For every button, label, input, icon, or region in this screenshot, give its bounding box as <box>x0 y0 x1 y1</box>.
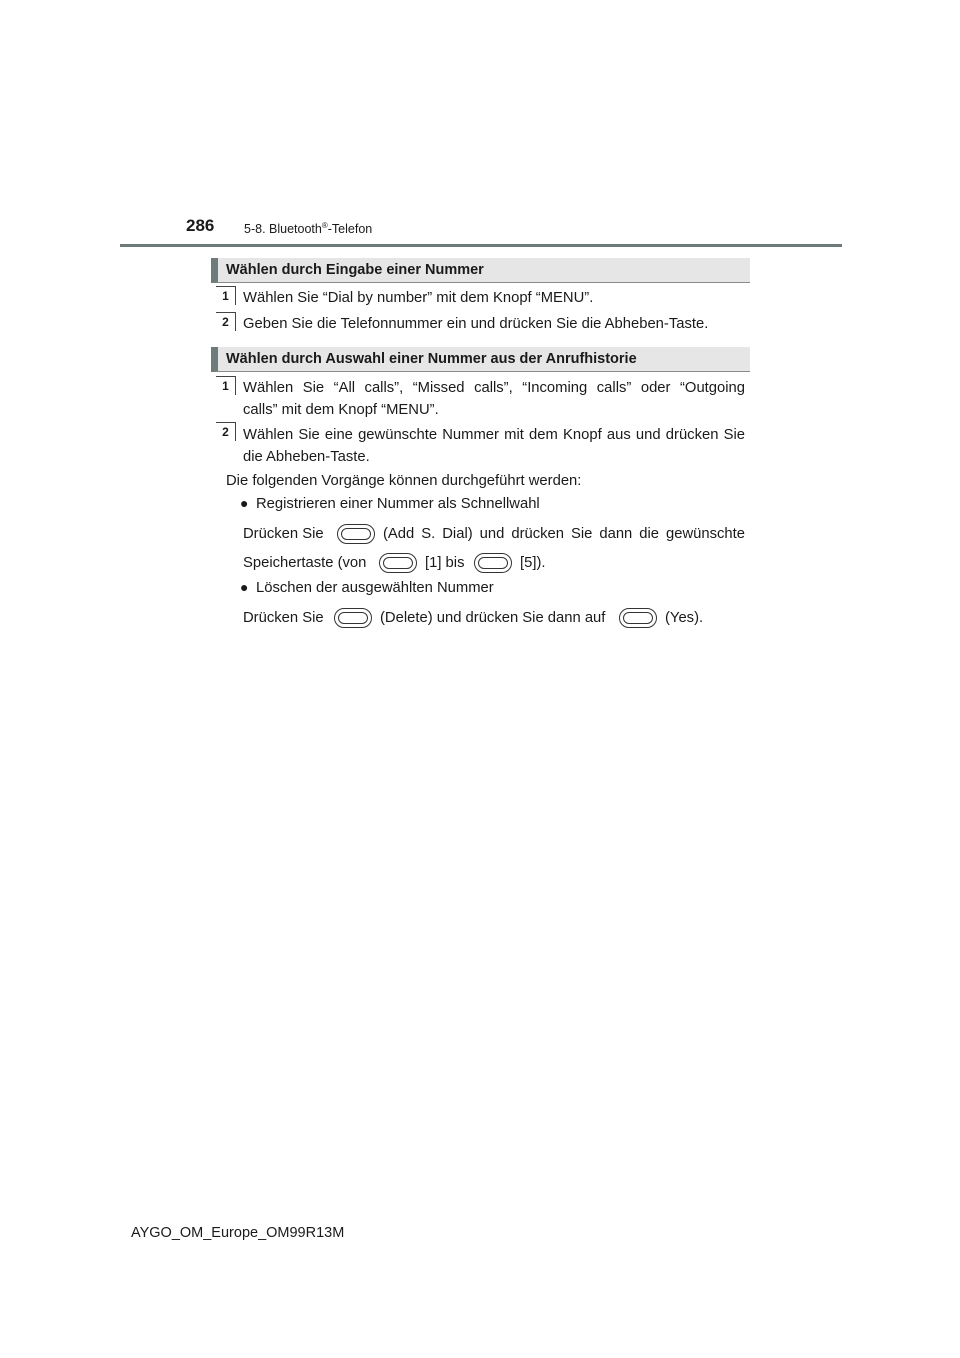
instruction-text: (Delete) und drücken Sie dann auf <box>380 610 606 626</box>
step-number-1: 1 <box>216 286 236 305</box>
bullet-icon: ● <box>240 579 249 595</box>
page-number: 286 <box>186 216 215 235</box>
step-text-cont: die Abheben-Taste. <box>243 449 370 465</box>
delete-button-icon <box>334 608 372 628</box>
step-text: Wählen Sie “Dial by number” mit dem Knopf “MENU”. <box>243 290 594 306</box>
add-speed-dial-button-icon <box>337 524 375 544</box>
section-suffix: -Telefon <box>327 222 373 237</box>
step-text: Wählen Sie “All calls”, “Missed calls”, “Incoming calls” oder “Outgoing <box>243 380 745 396</box>
preset-1-button-icon <box>379 553 417 573</box>
preset-5-button-icon <box>474 553 512 573</box>
operation-title-delete: Löschen der ausgewählten Nummer <box>256 580 494 596</box>
bullet-icon: ● <box>240 495 249 511</box>
step-text: Wählen Sie eine gewünschte Nummer mit dem Knopf aus und drücken Sie <box>243 427 745 443</box>
instruction-text: Speichertaste (von <box>243 555 367 571</box>
heading-dial-by-number <box>211 258 750 283</box>
operation-title-speed-dial: Registrieren einer Nummer als Schnellwahl <box>256 496 540 512</box>
instruction-text: (Yes). <box>665 610 704 626</box>
instruction-text: (Add S. Dial) und drücken Sie dann die gewünschte <box>383 526 745 542</box>
heading-text: Wählen durch Eingabe einer Nummer <box>226 262 484 278</box>
registered-mark: ® <box>321 221 328 230</box>
heading-dial-from-history <box>211 347 750 372</box>
operations-intro: Die folgenden Vorgänge können durchgeführt werden: <box>226 473 582 489</box>
instruction-text: [1] bis <box>425 555 465 571</box>
step-text-cont: calls” mit dem Knopf “MENU”. <box>243 402 439 418</box>
instruction-text: [5]). <box>520 555 546 571</box>
section-title <box>244 221 372 236</box>
step-number-2: 2 <box>216 312 236 331</box>
heading-text: Wählen durch Auswahl einer Nummer aus der Anrufhistorie <box>226 351 637 367</box>
document-id: AYGO_OM_Europe_OM99R13M <box>131 1225 345 1241</box>
step-text: Geben Sie die Telefonnummer ein und drücken Sie die Abheben-Taste. <box>243 316 709 332</box>
instruction-text: Drücken Sie <box>243 610 324 626</box>
step-number-1: 1 <box>216 376 236 395</box>
header-rule <box>120 244 842 247</box>
step-number-2: 2 <box>216 422 236 441</box>
instruction-text: Drücken Sie <box>243 526 324 542</box>
section-prefix: 5-8. Bluetooth <box>244 222 322 237</box>
yes-button-icon <box>619 608 657 628</box>
